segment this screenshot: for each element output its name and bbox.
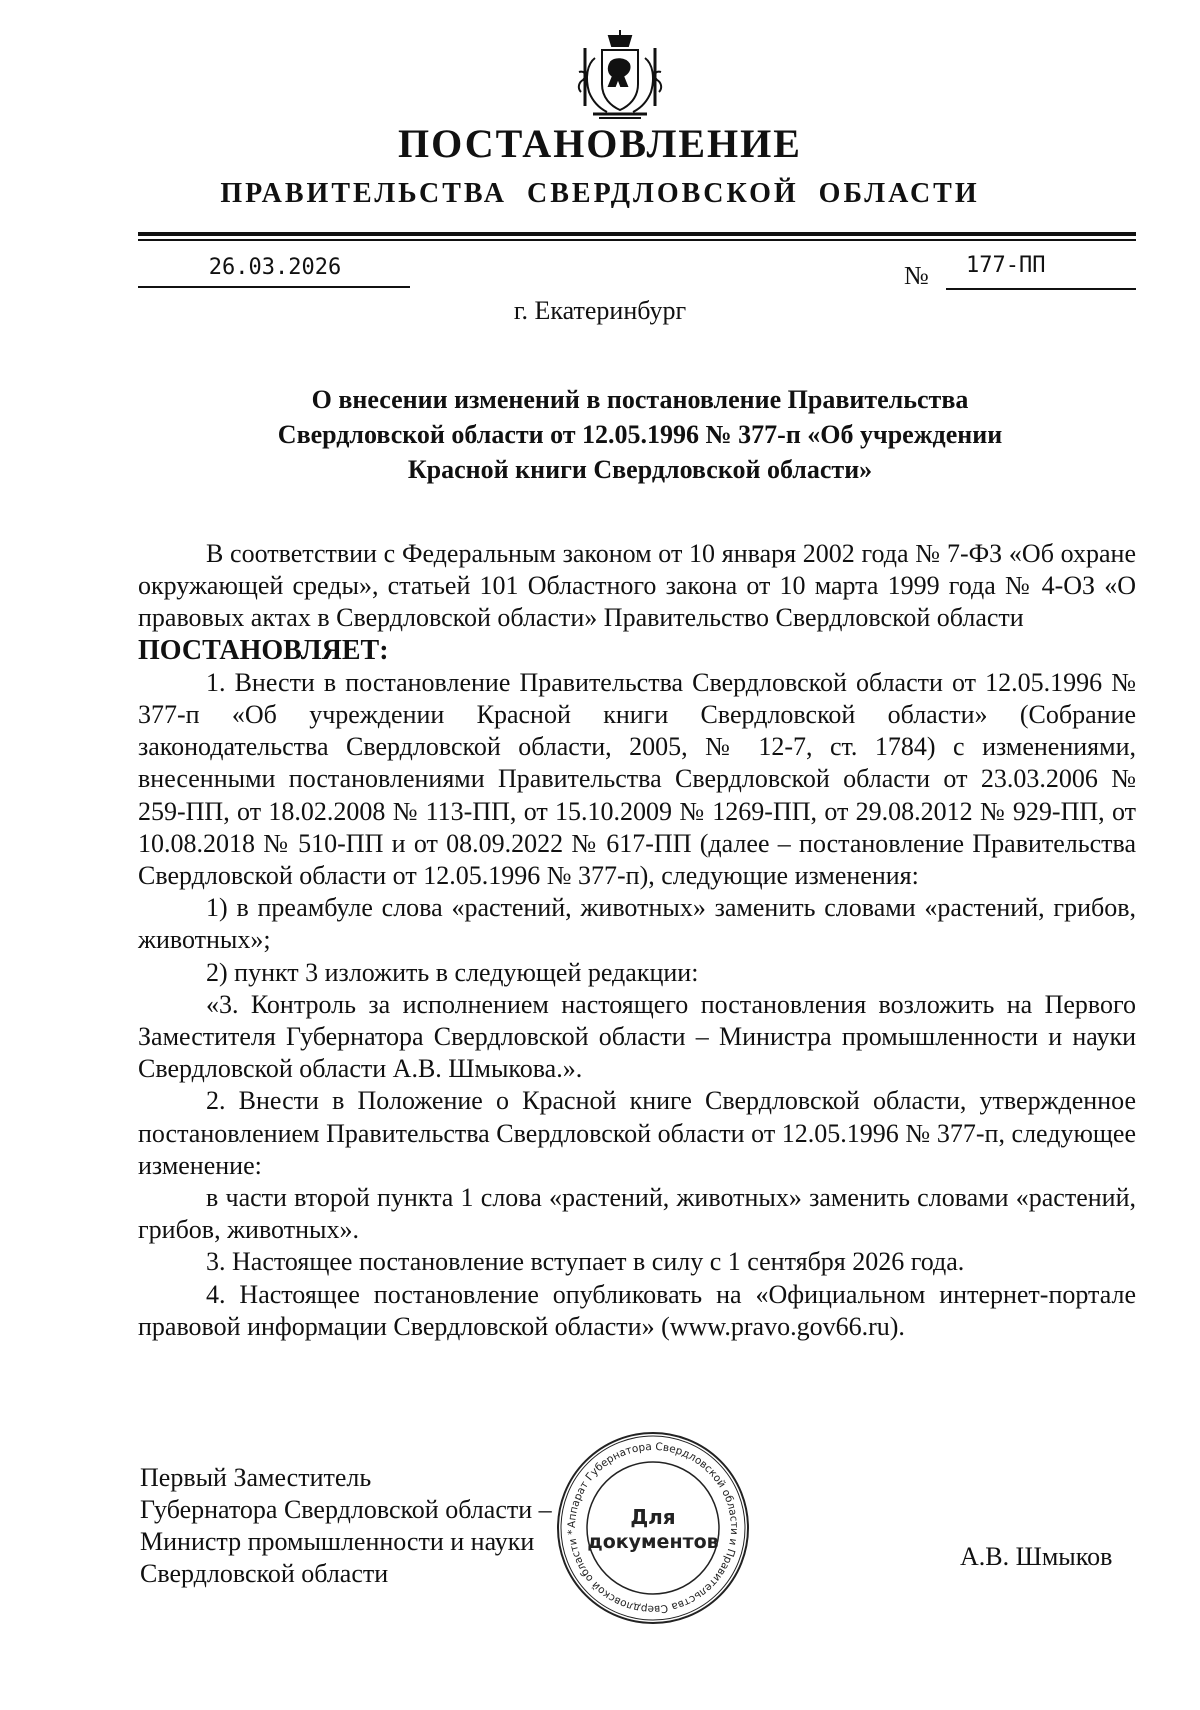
- paragraph-1: 1. Внести в постановление Правительства Свердловской области от 12.05.1996 № 377-п «Об учреждении Красной книги Свердловской области» (Собрание законодательства Свердловской области, 2005, № 12-7, ст. 1784) с изменениями, внесенными постановлениями Правительства Свердловской области от 23.03.2006 № 259-ПП, от 18.02.2008 № 113-ПП, от 15.10.2009 № 1269-ПП, от 29.08.2012 № 929-ПП, от 10.08.2018 № 510-ПП и от 08.09.2022 № 617-ПП (далее – постановление Правительства Свердловской области от 12.05.1996 № 377-п), следующие изменения:: [138, 667, 1136, 891]
- paragraph-4: 4. Настоящее постановление опубликовать на «Официальном интернет-портале правовой информации Свердловской области» (www.pravo.gov66.ru).: [138, 1279, 1136, 1341]
- document-date: 26.03.2026: [208, 255, 342, 280]
- signatory-position-line: Свердловской области: [140, 1559, 389, 1588]
- paragraph-2: 2. Внести в Положение о Красной книге Свердловской области, утвержденное постановлением Правительства Свердловской области от 12.05.1996 № 377-п, следующее изменение:: [138, 1086, 1136, 1180]
- document-number: 177-ПП: [966, 253, 1046, 278]
- header-rule-thin: [138, 239, 1136, 241]
- heading-line: Свердловской области от 12.05.1996 № 377-п «Об учреждении: [277, 420, 1003, 449]
- issuing-authority: ПРАВИТЕЛЬСТВА СВЕРДЛОВСКОЙ ОБЛАСТИ: [220, 178, 980, 209]
- stamp-text-line: документов: [587, 1531, 719, 1553]
- coat-of-arms-emblem: [569, 28, 671, 124]
- number-sign: №: [904, 261, 929, 290]
- number-underline: [946, 288, 1136, 290]
- paragraph-2-text: в части второй пункта 1 слова «растений, животных» заменить словами «растений, грибов, животных».: [138, 1183, 1136, 1245]
- decree-word: ПОСТАНОВЛЯЕТ:: [138, 634, 389, 666]
- signatory-position-line: Губернатора Свердловской области –: [140, 1495, 552, 1524]
- stamp-ring-text: Аппарат Губернатора Свердловской области и Правительства Свердловской области *: [565, 1440, 741, 1616]
- document-type-title: ПОСТАНОВЛЕНИЕ: [398, 121, 802, 166]
- signatory-position-line: Министр промышленности и науки: [140, 1527, 535, 1556]
- heading-line: Красной книги Свердловской области»: [407, 455, 873, 484]
- paragraph-3: 3. Настоящее постановление вступает в силу с 1 сентября 2026 года.: [206, 1247, 965, 1277]
- official-stamp: [553, 1428, 753, 1628]
- document-body: [138, 538, 1136, 1343]
- issue-city: г. Екатеринбург: [513, 296, 687, 325]
- date-underline: [138, 286, 410, 288]
- signatory-position: [140, 1462, 552, 1590]
- preamble-paragraph: В соответствии с Федеральным законом от 10 января 2002 года № 7-ФЗ «Об охране окружающей среды», статьей 101 Областного закона от 10 марта 1999 года № 4-ОЗ «О правовых актах в Свердловской области» Правительство Свердловской области: [138, 539, 1136, 633]
- header-rule-thick: [138, 232, 1136, 236]
- stamp-text-line: Для: [630, 1505, 676, 1529]
- paragraph-1-item-2: 2) пункт 3 изложить в следующей редакции:: [206, 957, 699, 987]
- heading-line: О внесении изменений в постановление Правительства: [311, 385, 969, 414]
- paragraph-1-item-1: 1) в преамбуле слова «растений, животных» заменить словами «растений, грибов, животных»;: [138, 893, 1136, 955]
- document-heading: [150, 382, 1130, 487]
- paragraph-1-item-2-text: «3. Контроль за исполнением настоящего постановления возложить на Первого Заместителя Губернатора Свердловской области – Министра промышленности и науки Свердловской области А.В. Шмыкова.».: [138, 989, 1136, 1084]
- signatory-position-line: Первый Заместитель: [140, 1463, 372, 1492]
- signatory-name: А.В. Шмыков: [960, 1542, 1113, 1571]
